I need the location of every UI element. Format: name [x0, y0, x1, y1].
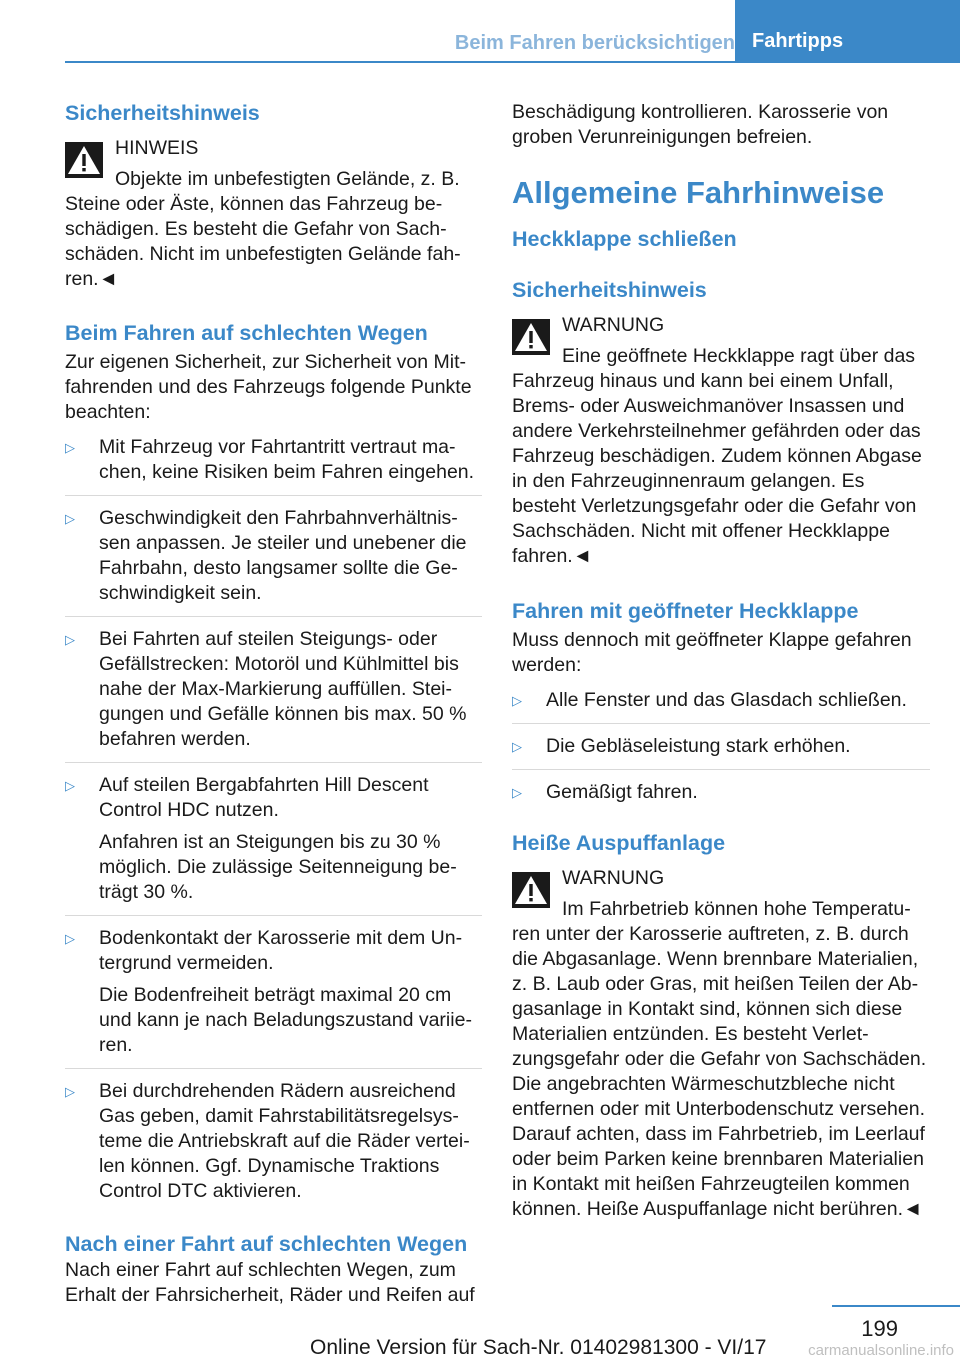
- list-item: ▷ Die Gebläseleistung stark erhöhen.: [512, 734, 930, 770]
- notice-block: [65, 136, 482, 292]
- warning-label: WARNUNG: [562, 314, 665, 336]
- after-drive-text: Nach einer Fahrt auf schlechten Wegen, zum Erhalt der Fahrsicherheit, Räder und Reifen auf: [65, 1259, 475, 1306]
- header-section-title: Beim Fahren berücksichtigen: [454, 32, 735, 54]
- section-heading-tailgate: Heckklappe schließen: [512, 227, 737, 251]
- right-column: [512, 100, 930, 1222]
- header-chapter-tab: Fahrtipps: [735, 0, 960, 62]
- bullet-triangle-icon: ▷: [65, 511, 75, 526]
- open-tailgate-intro: Muss dennoch mit geöffneter Klappe gefahren werden:: [512, 629, 912, 676]
- notice-text: Objekte im unbefestigten Gelände, z. B. Steine oder Äste, können das Fahrzeug beschädigen. Es besteht die Gefahr von Sachschäden. Nicht im unbefestigten Gelände fahren.◄: [65, 168, 461, 290]
- page-header: [0, 0, 960, 62]
- rough-roads-list: [65, 435, 482, 1204]
- chapter-heading: Allgemeine Fahrhinweise: [512, 175, 885, 210]
- warning-block-exhaust: [512, 866, 930, 1222]
- section-heading-rough-roads: Beim Fahren auf schlechten Wegen: [65, 321, 428, 345]
- bullet-triangle-icon: ▷: [512, 739, 522, 754]
- list-item: ▷ Bei durchdrehenden Rädern ausreichend Gas geben, damit Fahrstabilitätsregelsysteme die Antriebskraft auf die Räder verteilen können. Ggf. Dynamische Traktions Control DTC aktivieren.: [65, 1080, 470, 1202]
- continued-text: Beschädigung kontrollieren. Karosserie von groben Verunreinigungen befreien.: [512, 101, 889, 148]
- section-heading-after-drive: Nach einer Fahrt auf schlechten Wegen: [65, 1232, 468, 1256]
- footer-rule: [832, 1305, 960, 1307]
- warning-block-tailgate: [512, 313, 930, 569]
- online-version-note: Online Version für Sach-Nr. 01402981300 - VI/17: [310, 1336, 767, 1359]
- bullet-triangle-icon: ▷: [65, 440, 75, 455]
- list-item: ▷ Bodenkontakt der Karosserie mit dem Untergrund vermeiden. Die Bodenfreiheit beträgt maximal 20 cm und kann je nach Beladungszustand variieren.: [65, 926, 482, 1069]
- list-item-note: Anfahren ist an Steigungen bis zu 30 % möglich. Die zulässige Seitenneigung beträgt 30 %.: [99, 831, 457, 903]
- bullet-triangle-icon: ▷: [512, 693, 522, 708]
- left-column: [65, 100, 482, 1308]
- notice-label: HINWEIS: [115, 137, 199, 159]
- section-heading-safety-2: Sicherheitshinweis: [512, 278, 707, 302]
- list-item: ▷ Mit Fahrzeug vor Fahrtantritt vertraut machen, keine Risiken beim Fahren eingehen.: [65, 435, 482, 496]
- page-number: 199: [861, 1316, 898, 1341]
- bullet-triangle-icon: ▷: [65, 931, 75, 946]
- warning-text: Eine geöffnete Heckklappe ragt über das Fahrzeug hinaus und kann bei einem Unfall, Brems- oder Ausweichmanöver Insassen und andere Verkehrsteilnehmer gefährden oder das Fahrzeug beschädigen. Zudem können Abgase in den Fahrzeuginnenraum gelangen. Es besteht Verletzungsgefahr oder die Gefahr von Sachschäden. Nicht mit offener Heckklappe fahren.◄: [512, 345, 922, 567]
- bullet-triangle-icon: ▷: [65, 1084, 75, 1099]
- warning-triangle-icon: [512, 872, 550, 908]
- section-heading-open-tailgate: Fahren mit geöffneter Heckklappe: [512, 599, 859, 623]
- section-heading-safety: Sicherheitshinweis: [65, 101, 260, 125]
- watermark: carmanualsonline.info: [808, 1342, 954, 1359]
- rough-roads-intro: Zur eigenen Sicherheit, zur Sicherheit von Mitfahrenden und des Fahrzeugs folgende Punkte beachten:: [65, 351, 472, 423]
- bullet-triangle-icon: ▷: [65, 632, 75, 647]
- section-heading-exhaust: Heiße Auspuffanlage: [512, 831, 726, 855]
- list-item: ▷ Alle Fenster und das Glasdach schließen.: [512, 688, 930, 724]
- warning-label: WARNUNG: [562, 867, 665, 889]
- header-rule: [65, 61, 960, 63]
- warning-triangle-icon: [512, 319, 550, 355]
- warning-text: Im Fahrbetrieb können hohe Temperaturen unter der Karosserie auftreten, z. B. durch die Abgasanlage. Wenn brennbare Materialien, z. B. Laub oder Gras, mit heißen Teilen der Abgasanlage in Kontakt sind, können sich diese Materialien entzünden. Es besteht Verletzungsgefahr oder die Gefahr von Sachschäden. Die angebrachten Wärmeschutzbleche nicht entfernen oder mit Unterbodenschutz versehen. Darauf achten, dass im Fahrbetrieb, im Leerlauf oder beim Parken keine brennbaren Materialien in Kontakt mit heißen Fahrzeugteilen kommen können. Heiße Auspuffanlage nicht berühren.◄: [512, 898, 927, 1220]
- bullet-triangle-icon: ▷: [65, 778, 75, 793]
- list-item-note: Die Bodenfreiheit beträgt maximal 20 cm und kann je nach Beladungszustand variieren.: [99, 984, 472, 1056]
- list-item: ▷ Geschwindigkeit den Fahrbahnverhältnissen anpassen. Je steiler und unebener die Fahrbahn, desto langsamer sollte die Geschwindigkeit sein.: [65, 506, 482, 617]
- list-item: ▷ Gemäßigt fahren.: [512, 781, 698, 803]
- warning-triangle-icon: [65, 142, 103, 178]
- list-item: ▷ Auf steilen Bergabfahrten Hill Descent Control HDC nutzen. Anfahren ist an Steigungen bis zu 30 % möglich. Die zulässige Seitenneigung beträgt 30 %.: [65, 773, 482, 916]
- bullet-triangle-icon: ▷: [512, 785, 522, 800]
- list-item: ▷ Bei Fahrten auf steilen Steigungs- oder Gefällstrecken: Motoröl und Kühlmittel bis nahe der Max-Markierung auffüllen. Steigungen und Gefälle können bis max. 50 % befahren werden.: [65, 627, 482, 763]
- open-tailgate-list: [512, 688, 930, 805]
